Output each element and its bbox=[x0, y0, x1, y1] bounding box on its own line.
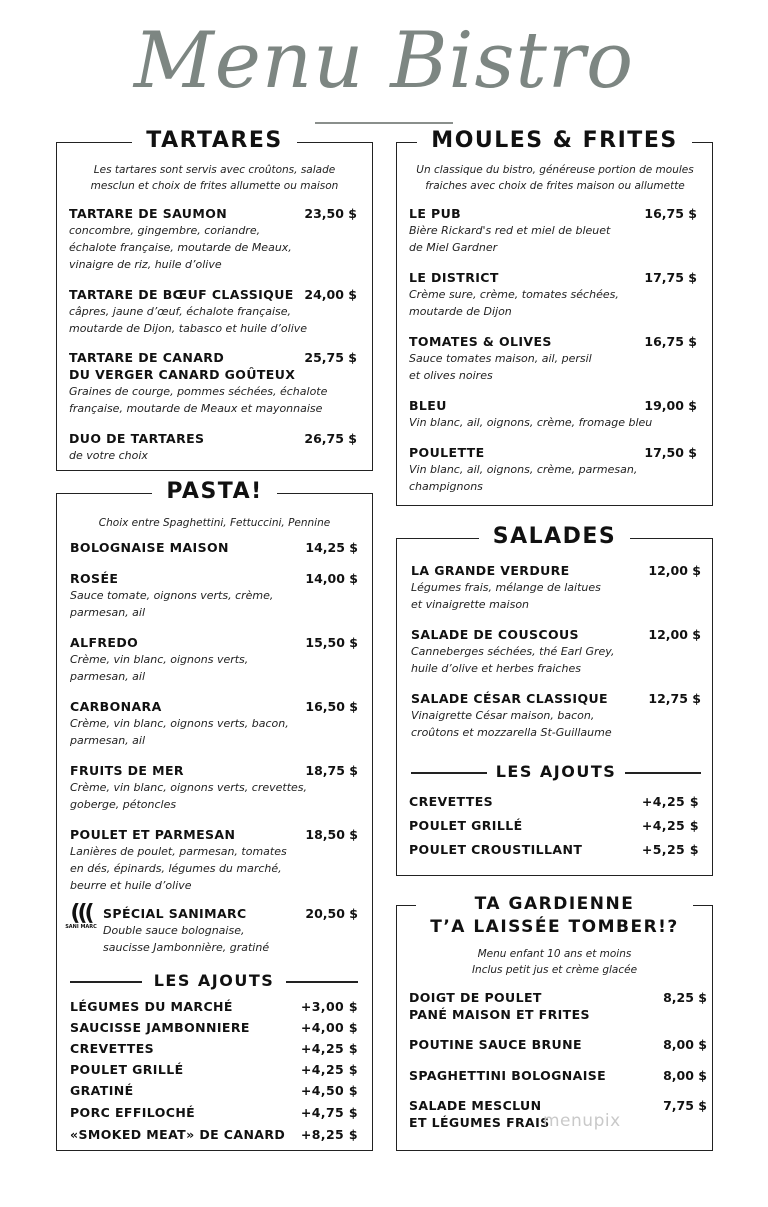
salades-ajouts-heading: LES AJOUTS bbox=[411, 762, 701, 782]
item-name: BOLOGNAISE MAISON bbox=[70, 540, 229, 555]
addon-row bbox=[409, 817, 699, 834]
item-description: de votre choix bbox=[69, 449, 148, 462]
item-description: Vinaigrette César maison, bacon, croûtons et mozzarella St-Guillaume bbox=[411, 709, 612, 739]
menu-item bbox=[69, 205, 357, 273]
salades-section bbox=[396, 524, 713, 876]
menu-item bbox=[409, 1036, 707, 1053]
moules-intro: Un classique du bistro, généreuse portion de moules fraiches avec choix de frites maison ou allumette bbox=[416, 164, 694, 192]
item-name: SALADE CÉSAR CLASSIQUE bbox=[411, 691, 608, 706]
item-price: 7,75 $ bbox=[663, 1098, 707, 1113]
addon-row bbox=[70, 1040, 358, 1057]
item-name: TARTARE DE CANARD DU VERGER CANARD GOÛTEUX bbox=[69, 350, 296, 382]
sanimarc-logo-mark: ((( bbox=[70, 901, 92, 926]
item-description: Canneberges séchées, thé Earl Grey, huile d’olive et herbes fraiches bbox=[411, 645, 615, 675]
salades-heading: SALADES bbox=[479, 524, 631, 549]
menu-item bbox=[70, 762, 358, 813]
item-price: 25,75 $ bbox=[304, 350, 357, 365]
item-description: Crème, vin blanc, oignons verts, bacon, parmesan, ail bbox=[70, 717, 289, 747]
item-description: Légumes frais, mélange de laitues et vinaigrette maison bbox=[411, 581, 601, 611]
item-name: FRUITS DE MER bbox=[70, 763, 184, 778]
addon-name: POULET CROUSTILLANT bbox=[409, 842, 583, 857]
item-price: 19,00 $ bbox=[644, 398, 697, 413]
addon-row bbox=[70, 998, 358, 1015]
menu-item bbox=[69, 349, 357, 417]
menu-item bbox=[409, 205, 697, 256]
moules-heading: MOULES & FRITES bbox=[417, 128, 691, 153]
item-price: 16,50 $ bbox=[305, 699, 358, 714]
item-price: 26,75 $ bbox=[304, 431, 357, 446]
menu-item bbox=[411, 690, 701, 741]
enfant-heading-line2: T’A LAISSÉE TOMBER!? bbox=[430, 917, 679, 937]
item-price: 20,50 $ bbox=[305, 906, 358, 921]
addon-name: CREVETTES bbox=[70, 1041, 155, 1056]
menu-item bbox=[409, 269, 697, 320]
menu-item bbox=[70, 634, 358, 685]
item-price: 18,50 $ bbox=[305, 827, 358, 842]
item-name: SPÉCIAL SANIMARC bbox=[103, 906, 247, 921]
item-price: 15,50 $ bbox=[305, 635, 358, 650]
addon-price: +5,25 $ bbox=[641, 842, 699, 857]
menu-item bbox=[70, 539, 358, 556]
item-name: LA GRANDE VERDURE bbox=[411, 563, 570, 578]
item-name: SPAGHETTINI BOLOGNAISE bbox=[409, 1068, 607, 1083]
item-price: 14,25 $ bbox=[305, 540, 358, 555]
item-price: 17,75 $ bbox=[644, 270, 697, 285]
addon-price: +4,25 $ bbox=[641, 818, 699, 833]
item-description: câpres, jaune d’œuf, échalote française, moutarde de Dijon, tabasco et huile d’olive bbox=[69, 305, 308, 335]
item-name: POUTINE SAUCE BRUNE bbox=[409, 1037, 582, 1052]
item-name: CARBONARA bbox=[70, 699, 162, 714]
menu-item bbox=[409, 989, 707, 1023]
addon-name: CREVETTES bbox=[409, 794, 494, 809]
addon-row bbox=[70, 1082, 358, 1099]
item-price: 23,50 $ bbox=[304, 206, 357, 221]
addon-price: +3,00 $ bbox=[300, 999, 358, 1014]
enfant-heading-line1: TA GARDIENNE bbox=[474, 894, 635, 914]
addon-price: +4,25 $ bbox=[641, 794, 699, 809]
addon-name: POULET GRILLÉ bbox=[70, 1062, 184, 1077]
item-name: SALADE MESCLUN ET LÉGUMES FRAIS bbox=[409, 1098, 550, 1130]
tartares-heading: TARTARES bbox=[132, 128, 296, 153]
item-name: SALADE DE COUSCOUS bbox=[411, 627, 579, 642]
menu-item bbox=[70, 698, 358, 749]
item-price: 16,75 $ bbox=[644, 334, 697, 349]
sanimarc-logo bbox=[65, 901, 97, 930]
item-name: LE DISTRICT bbox=[409, 270, 499, 285]
item-name: POULETTE bbox=[409, 445, 485, 460]
item-price: 12,00 $ bbox=[648, 627, 701, 642]
tartares-section bbox=[56, 128, 373, 471]
item-description: Sauce tomates maison, ail, persil et olives noires bbox=[409, 352, 592, 382]
item-description: concombre, gingembre, coriandre, échalote française, moutarde de Meaux, vinaigre de riz, huile d’olive bbox=[69, 224, 292, 271]
item-price: 18,75 $ bbox=[305, 763, 358, 778]
addon-row bbox=[409, 841, 699, 858]
item-name: POULET ET PARMESAN bbox=[70, 827, 236, 842]
item-description: Double sauce bolognaise, saucisse Jambonnière, gratiné bbox=[103, 924, 270, 954]
item-price: 12,00 $ bbox=[648, 563, 701, 578]
item-description: Graines de courge, pommes séchées, échalote française, moutarde de Meaux et mayonnaise bbox=[69, 385, 328, 415]
addon-price: +4,25 $ bbox=[300, 1041, 358, 1056]
addon-row bbox=[70, 1104, 358, 1121]
item-description: Crème sure, crème, tomates séchées, moutarde de Dijon bbox=[409, 288, 619, 318]
item-description: Lanières de poulet, parmesan, tomates en dés, épinards, légumes du marché, beurre et huile d’olive bbox=[70, 845, 287, 892]
item-description: Vin blanc, ail, oignons, crème, parmesan, champignons bbox=[409, 463, 638, 493]
addon-name: «SMOKED MEAT» DE CANARD bbox=[70, 1127, 286, 1142]
addon-row bbox=[70, 1126, 358, 1143]
item-name: LE PUB bbox=[409, 206, 462, 221]
addon-row bbox=[70, 1061, 358, 1078]
addon-name: SAUCISSE JAMBONNIERE bbox=[70, 1020, 250, 1035]
item-name: BLEU bbox=[409, 398, 447, 413]
menu-item bbox=[411, 562, 701, 613]
addon-row bbox=[70, 1019, 358, 1036]
addon-row bbox=[409, 793, 699, 810]
addon-name: PORC EFFILOCHÉ bbox=[70, 1105, 196, 1120]
item-name: TARTARE DE BŒUF CLASSIQUE bbox=[69, 287, 294, 302]
pasta-heading: PASTA! bbox=[152, 479, 276, 504]
addon-price: +8,25 $ bbox=[300, 1127, 358, 1142]
tartares-intro: Les tartares sont servis avec croûtons, salade mesclun et choix de frites allumette ou maison bbox=[90, 164, 339, 192]
sanimarc-logo-text: SANI MARC bbox=[65, 924, 97, 930]
menu-title: Menu Bistro bbox=[133, 16, 635, 106]
pasta-section bbox=[56, 479, 373, 1151]
menu-item bbox=[70, 570, 358, 621]
menu-item bbox=[69, 430, 357, 464]
menu-item bbox=[409, 397, 697, 431]
addon-price: +4,75 $ bbox=[300, 1105, 358, 1120]
addon-name: POULET GRILLÉ bbox=[409, 818, 523, 833]
item-price: 8,00 $ bbox=[663, 1068, 707, 1083]
item-price: 8,00 $ bbox=[663, 1037, 707, 1052]
menu-item bbox=[409, 1067, 707, 1084]
addon-price: +4,50 $ bbox=[300, 1083, 358, 1098]
pasta-intro: Choix entre Spaghettini, Fettuccini, Pennine bbox=[98, 517, 331, 529]
item-description: Sauce tomate, oignons verts, crème, parmesan, ail bbox=[70, 589, 274, 619]
menu-item bbox=[411, 626, 701, 677]
item-price: 8,25 $ bbox=[663, 990, 707, 1005]
item-price: 17,50 $ bbox=[644, 445, 697, 460]
item-description: Crème, vin blanc, oignons verts, parmesan, ail bbox=[70, 653, 249, 683]
addon-name: GRATINÉ bbox=[70, 1083, 134, 1098]
item-price: 12,75 $ bbox=[648, 691, 701, 706]
enfant-intro: Menu enfant 10 ans et moins Inclus petit jus et crème glacée bbox=[471, 948, 638, 976]
item-name: ALFREDO bbox=[70, 635, 139, 650]
item-price: 14,00 $ bbox=[305, 571, 358, 586]
item-name: ROSÉE bbox=[70, 571, 119, 586]
title-divider bbox=[315, 122, 453, 124]
moules-section bbox=[396, 128, 713, 506]
menu-item bbox=[409, 444, 697, 495]
menu-item bbox=[409, 333, 697, 384]
item-description: Vin blanc, ail, oignons, crème, fromage bleu bbox=[409, 416, 653, 429]
item-description: Bière Rickard's red et miel de bleuet de Miel Gardner bbox=[409, 224, 611, 254]
item-name: DOIGT DE POULET PANÉ MAISON ET FRITES bbox=[409, 990, 590, 1022]
menu-item bbox=[103, 905, 358, 956]
menu-item bbox=[69, 286, 357, 337]
item-description: Crème, vin blanc, oignons verts, crevettes, goberge, pétoncles bbox=[70, 781, 308, 811]
menu-item bbox=[70, 826, 358, 894]
pasta-ajouts-heading: LES AJOUTS bbox=[70, 971, 358, 991]
item-price: 24,00 $ bbox=[304, 287, 357, 302]
item-name: DUO DE TARTARES bbox=[69, 431, 205, 446]
addon-price: +4,00 $ bbox=[300, 1020, 358, 1035]
item-price: 16,75 $ bbox=[644, 206, 697, 221]
addon-price: +4,25 $ bbox=[300, 1062, 358, 1077]
addon-name: LÉGUMES DU MARCHÉ bbox=[70, 999, 233, 1014]
watermark: menupix bbox=[543, 1111, 621, 1131]
item-name: TARTARE DE SAUMON bbox=[69, 206, 228, 221]
item-name: TOMATES & OLIVES bbox=[409, 334, 552, 349]
